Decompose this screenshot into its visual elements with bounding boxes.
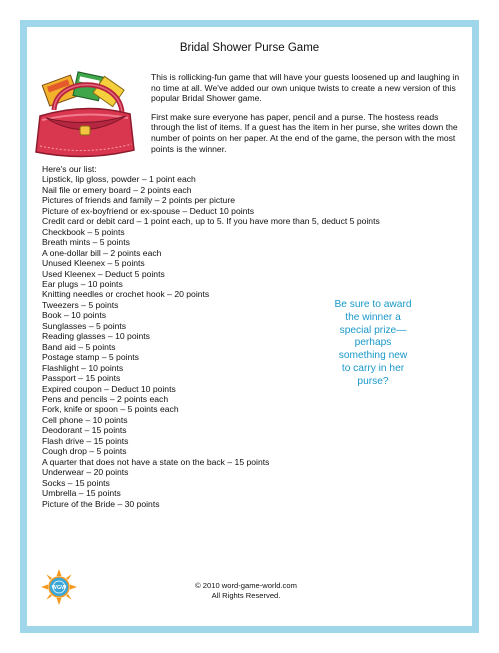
intro-paragraph-2: First make sure everyone has paper, pencil and a purse. The hostess reads through the list of items. If a guest has the item in her purse, she writes down the number of points on her paper. At the end of the game, the person with the most points is the winner. — [151, 111, 458, 154]
list-item: Ear plugs – 10 points — [42, 278, 123, 289]
list-item: Cough drop – 5 points — [42, 446, 127, 457]
logo-text: WGW — [51, 585, 67, 592]
footer-rights: All Rights Reserved. — [211, 590, 281, 600]
list-item: Reading glasses – 10 points — [42, 331, 150, 342]
list-item: Fork, knife or spoon – 5 points each — [42, 404, 179, 415]
callout-line: the winner a — [345, 311, 401, 323]
list-item: Nail file or emery board – 2 points each — [42, 184, 192, 195]
list-item: Cell phone – 10 points — [42, 414, 128, 425]
callout-line: to carry in her — [341, 362, 405, 374]
list-item: Tweezers – 5 points — [42, 299, 119, 310]
callout-line: Be sure to award — [334, 299, 412, 310]
list-item: Underwear – 20 points — [42, 467, 129, 478]
list-item: A quarter that does not have a state on the back – 15 points — [42, 456, 270, 467]
list-item: Unused Kleenex – 5 points — [42, 258, 145, 269]
list-item: Lipstick, lip gloss, powder – 1 point each — [42, 174, 196, 185]
list-item: Socks – 15 points — [42, 477, 110, 488]
list-item: Credit card or debit card – 1 point each, up to 5. If you have more than 5, deduct 5 points — [42, 216, 380, 227]
footer-copyright: © 2010 word-game-world.com — [195, 581, 297, 590]
list-item: Picture of ex-boyfriend or ex-spouse – Deduct 10 points — [42, 205, 255, 216]
callout-line: something new — [338, 350, 408, 362]
prize-callout — [326, 299, 420, 389]
intro-text — [151, 72, 461, 154]
intro-paragraph-1: This is rollicking-fun game that will have your guests loosened up and laughing in no time at all. We've added our own unique twists to create a new version of this popular Bridal Shower game. — [151, 72, 460, 104]
list-item: Pictures of friends and family – 2 points per picture — [42, 195, 235, 206]
list-item: Umbrella – 15 points — [42, 488, 121, 499]
page-title: Bridal Shower Purse Game — [179, 42, 320, 54]
callout-line: purse? — [357, 375, 389, 387]
list-item: A one-dollar bill – 2 points each — [42, 247, 162, 258]
list-item: Knitting needles or crochet hook – 20 points — [42, 289, 210, 300]
list-item: Deodorant – 15 points — [42, 425, 127, 436]
list-item: Passport – 15 points — [42, 373, 121, 384]
callout-line: perhaps — [354, 337, 392, 349]
purse-icon — [26, 58, 138, 162]
list-heading: Here's our list: — [42, 164, 97, 174]
list-item: Checkbook – 5 points — [42, 226, 125, 237]
sun-logo-icon — [40, 568, 78, 606]
list-item: Sunglasses – 5 points — [42, 320, 127, 331]
list-item: Flash drive – 15 points — [42, 435, 129, 446]
list-item: Pens and pencils – 2 points each — [42, 393, 169, 404]
list-item: Used Kleenex – Deduct 5 points — [42, 268, 165, 279]
callout-line: special prize— — [339, 324, 407, 336]
list-item: Expired coupon – Deduct 10 points — [42, 383, 176, 394]
list-item: Breath mints – 5 points — [42, 237, 130, 248]
list-item: Band aid – 5 points — [42, 341, 116, 352]
list-item: Picture of the Bride – 30 points — [42, 498, 160, 509]
footer — [156, 581, 336, 600]
list-item: Book – 10 points — [42, 310, 107, 321]
list-item: Flashlight – 10 points — [42, 362, 124, 373]
list-item: Postage stamp – 5 points — [42, 352, 139, 363]
